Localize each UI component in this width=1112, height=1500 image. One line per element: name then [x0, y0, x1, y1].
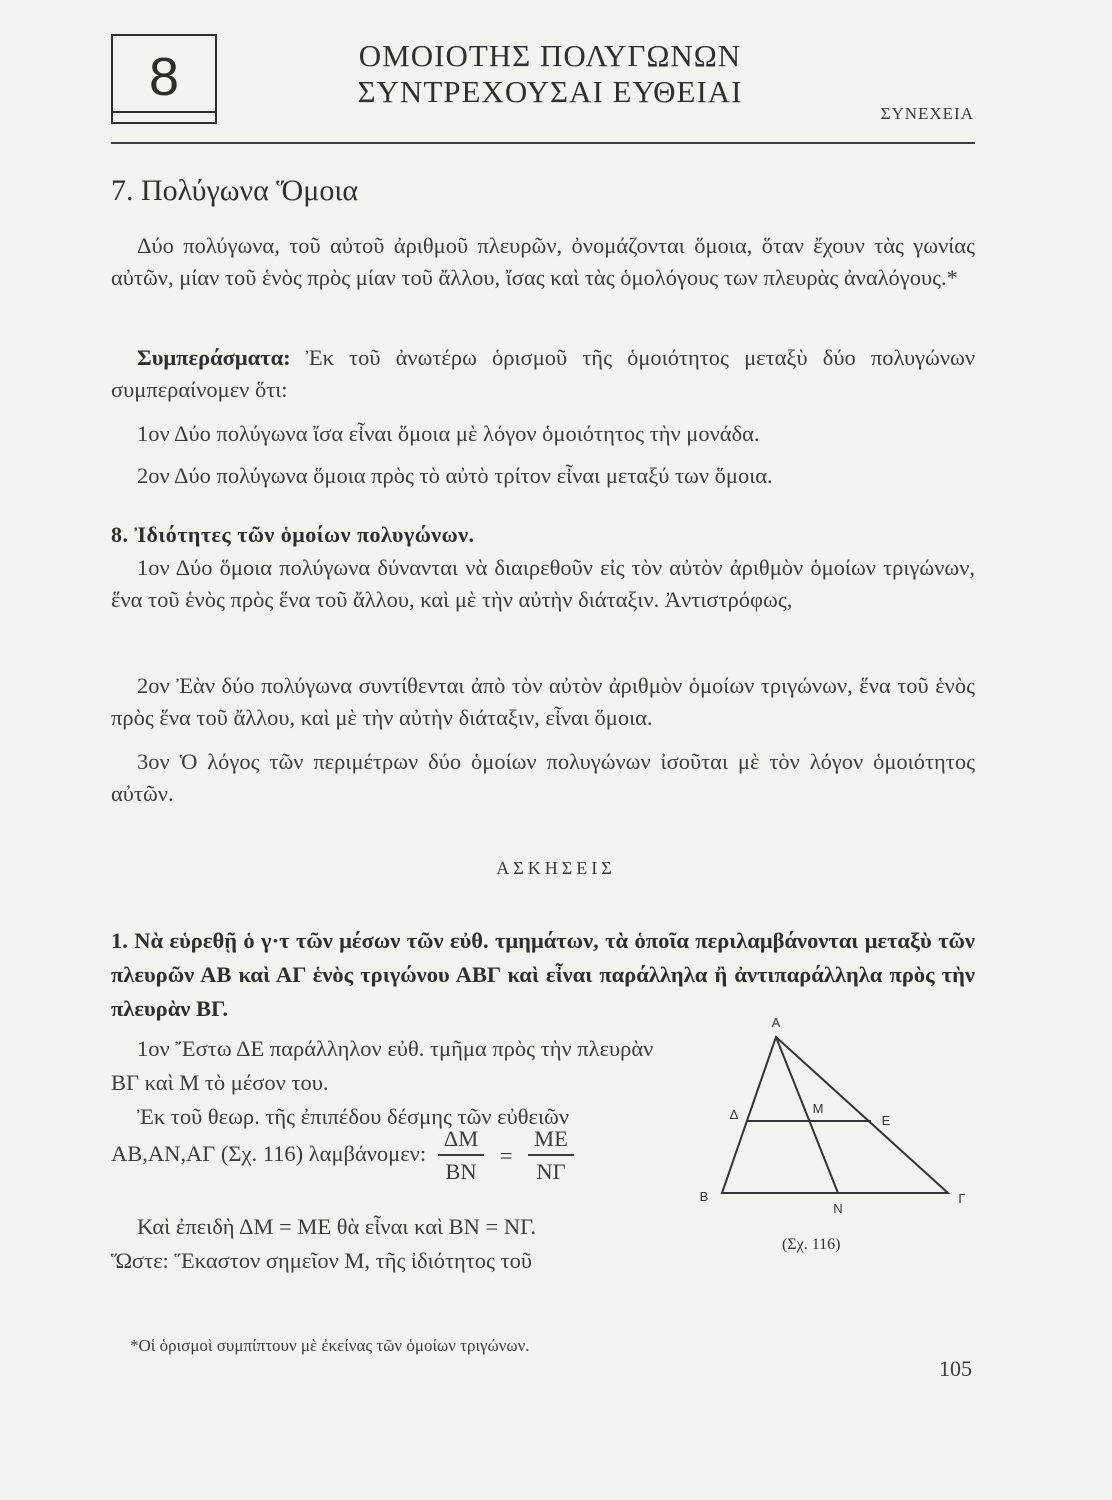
corollary-2: 2ον Δύο πολύγωνα ὅμοια πρὸς τὸ αὐτὸ τρίτον εἶναι μεταξύ των ὅμοια.	[137, 463, 773, 488]
chapter-number: 8	[148, 47, 180, 107]
header-title-line2: ΣΥΝΤΡΕΧΟΥΣΑΙ ΕΥΘΕΙΑΙ	[357, 74, 743, 109]
solution-step-2: Ἐκ τοῦ θεωρ. τῆς ἐπιπέδου δέσμης τῶν εὐθειῶν	[137, 1104, 570, 1129]
fraction-1-numerator: ΔΜ	[438, 1124, 484, 1156]
label-a: A	[771, 1015, 781, 1030]
label-m: M	[812, 1101, 824, 1116]
exercise-1-statement: 1. Νὰ εὑρεθῇ ὁ γ·τ τῶν μέσων τῶν εὐθ. τμημάτων, τὰ ὁποῖα περιλαμβάνονται μεταξὺ τῶν πλευρῶν ΑΒ καὶ ΑΓ ἑνὸς τριγώνου ΑΒΓ καὶ εἶναι παράλληλα ἢ ἀντιπαράλληλα πρὸς τὴν πλευρὰν ΒΓ.	[111, 928, 975, 1021]
median-an	[776, 1037, 838, 1193]
fraction-2-numerator: ΜΕ	[528, 1124, 574, 1156]
corollaries-paragraph	[111, 342, 975, 406]
definition-paragraph: Δύο πολύγωνα, τοῦ αὐτοῦ ἀριθμοῦ πλευρῶν, ὀνομάζονται ὅμοια, ὅταν ἔχουν τὰς γωνίας αὐτῶν, μίαν τοῦ ἑνὸς πρὸς μίαν τοῦ ἄλλου, ἴσας καὶ τὰς ὁμολόγους των πλευρὰς ἀναλόγους.*	[111, 233, 975, 290]
chapter-box-rule	[113, 111, 215, 113]
fraction-1-denominator: ΒΝ	[445, 1159, 477, 1184]
proportion-line	[111, 1124, 667, 1188]
header-rule	[111, 142, 975, 144]
corollary-1: 1ον Δύο πολύγωνα ἴσα εἶναι ὅμοια μὲ λόγον ὁμοιότητος τὴν μονάδα.	[137, 421, 760, 446]
continue-label: ΣΥΝΕΧΕΙΑ	[880, 104, 974, 123]
corollaries-label: Συμπεράσματα:	[137, 345, 291, 370]
triangle-diagram	[690, 1005, 980, 1275]
chapter-number-box	[111, 34, 217, 124]
solution-step-1: 1ον Ἔστω ΔΕ παράλληλον εὐθ. τμῆμα πρὸς τὴν πλευρὰν ΒΓ καὶ Μ τὸ μέσον του.	[111, 1036, 654, 1095]
label-b: B	[699, 1189, 709, 1204]
section-7-heading: 7. Πολύγωνα Ὅμοια	[111, 174, 359, 207]
footnote: *Οἱ ὁρισμοὶ συμπίπτουν μὲ ἐκείνας τῶν ὁμοίων τριγώνων.	[130, 1336, 530, 1355]
section-8-heading: 8. Ἰδιότητες τῶν ὁμοίων πολυγώνων.	[111, 522, 475, 547]
label-n: N	[833, 1201, 843, 1216]
label-e: E	[881, 1113, 891, 1128]
property-1: 1ον Δύο ὅμοια πολύγωνα δύνανται νὰ διαιρεθοῦν εἰς τὸν αὐτὸν ἀριθμὸν ὁμοίων τριγώνων, ἕνα τοῦ ἑνὸς πρὸς ἕνα τοῦ ἄλλου, καὶ μὲ τὴν αὐτὴν διάταξιν. Ἀντιστρόφως,	[111, 555, 975, 612]
equals-sign: =	[499, 1143, 513, 1168]
fraction-me-ng	[528, 1124, 574, 1188]
solution-step-5: Ὥστε: Ἕκαστον σημεῖον Μ, τῆς ἰδιότητος τοῦ	[111, 1248, 533, 1273]
fraction-2-denominator: ΝΓ	[536, 1159, 566, 1184]
triangle-abg	[722, 1037, 948, 1193]
figure-116	[690, 1005, 980, 1275]
header-title-line1: ΟΜΟΙΟΤΗΣ ΠΟΛΥΓΩΝΩΝ	[358, 38, 742, 73]
label-d: Δ	[729, 1107, 739, 1122]
page-number: 105	[939, 1356, 972, 1381]
property-3: 3ον Ὁ λόγος τῶν περιμέτρων δύο ὁμοίων πολυγώνων ἰσοῦται μὲ τὸν λόγον ὁμοιότητος αὐτῶν.	[111, 749, 975, 806]
fraction-dm-bn	[438, 1124, 484, 1188]
label-g: Γ	[958, 1191, 966, 1206]
solution-step-4: Καὶ ἐπειδὴ ΔΜ = ΜΕ θὰ εἶναι καὶ ΒΝ = ΝΓ.	[137, 1214, 537, 1239]
property-2: 2ον Ἐὰν δύο πολύγωνα συντίθενται ἀπὸ τὸν αὐτὸν ἀριθμὸν ὁμοίων τριγώνων, ἕνα τοῦ ἑνὸς πρὸς ἕνα τοῦ ἄλλου, καὶ μὲ τὴν αὐτὴν διάταξιν, εἶναι ὅμοια.	[111, 673, 975, 730]
proportion-prefix: ΑΒ,ΑΝ,ΑΓ (Σχ. 116) λαμβάνομεν:	[111, 1141, 427, 1167]
figure-caption: (Σχ. 116)	[782, 1236, 841, 1253]
corollaries-intro: Ἐκ τοῦ ἀνωτέρω ὁρισμοῦ τῆς ὁμοιότητος μεταξὺ δύο πολυγώνων συμπεραίνομεν ὅτι:	[111, 345, 975, 402]
exercises-title: ΑΣΚΗΣΕΙΣ	[496, 858, 616, 878]
